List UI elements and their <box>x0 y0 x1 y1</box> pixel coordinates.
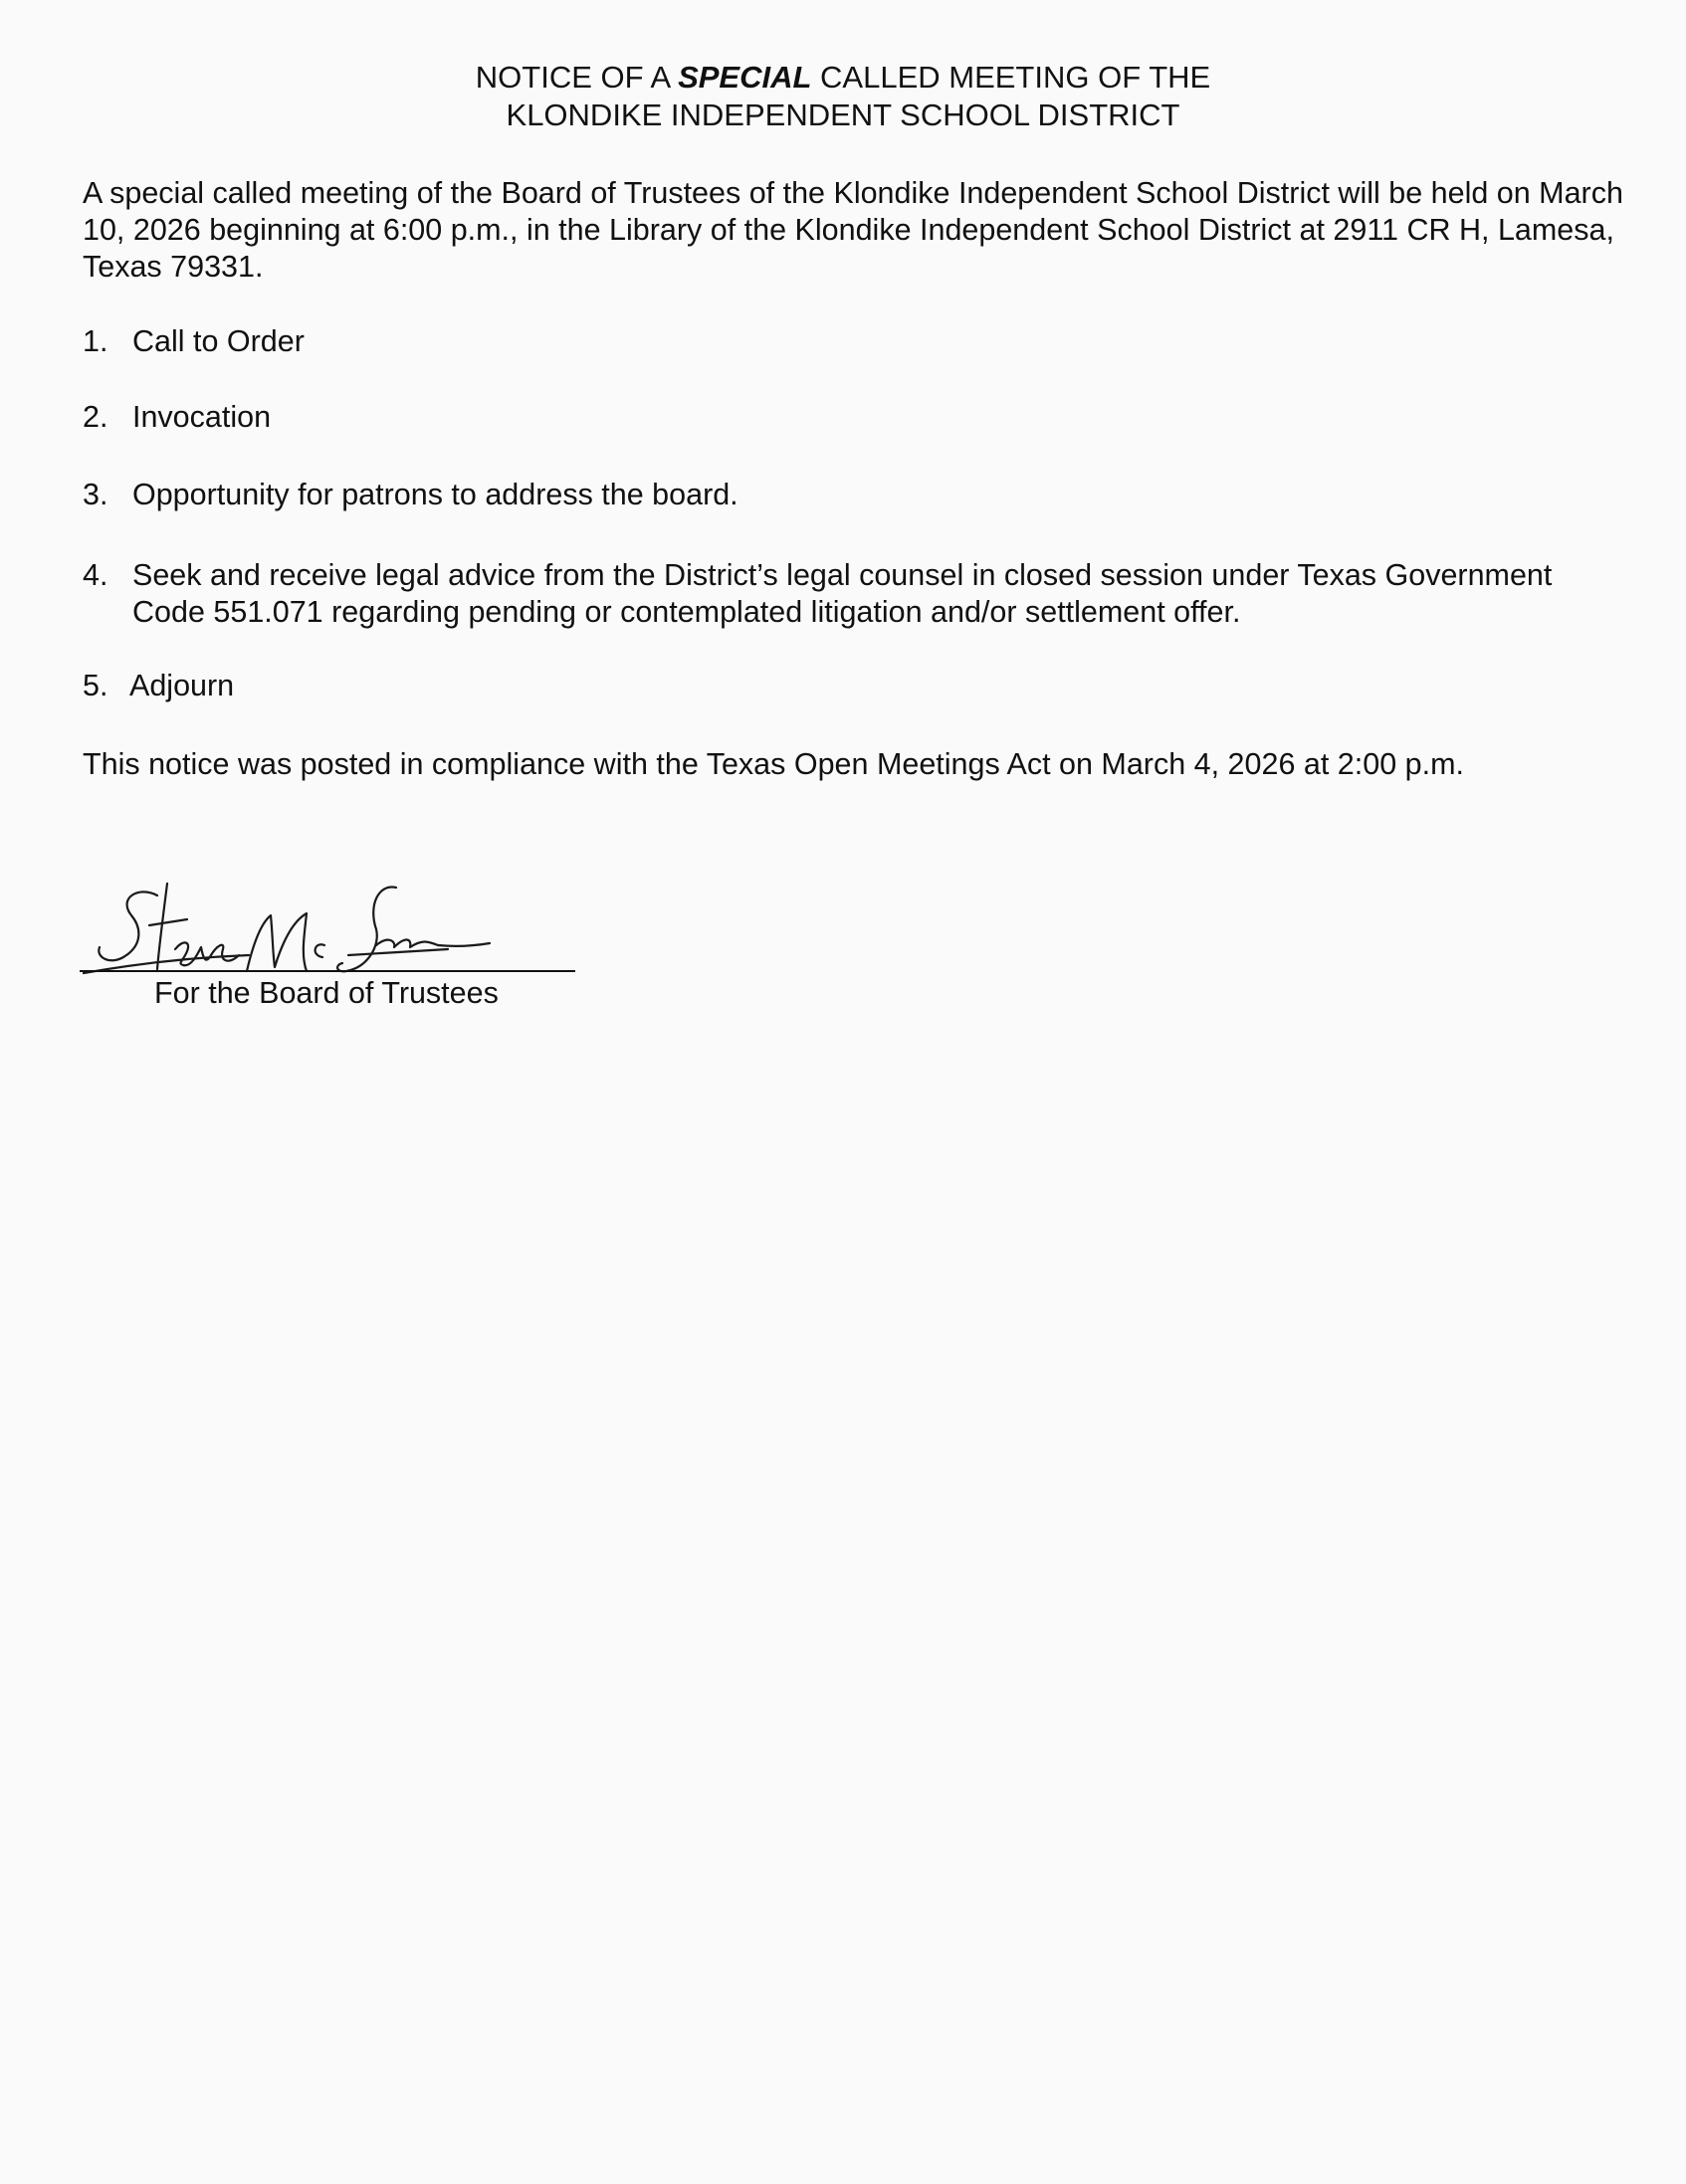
title-emphasis: SPECIAL <box>678 60 812 95</box>
signature-block <box>80 876 597 1025</box>
agenda-text: Opportunity for patrons to address the board. <box>132 478 738 511</box>
title-prefix: NOTICE OF A <box>475 60 679 95</box>
agenda-text: Invocation <box>132 400 272 434</box>
signature-line <box>80 970 575 972</box>
agenda-text: Call to Order <box>132 324 305 358</box>
signature-label: For the Board of Trustees <box>154 976 499 1010</box>
agenda-number: 1. <box>83 324 108 358</box>
agenda-text: Seek and receive legal advice from the District’s legal counsel in closed session under Texas Government Code 551.071 regarding pending or contemplated litigation and/or settlement offer. <box>132 558 1553 629</box>
agenda-number: 4. <box>83 558 108 592</box>
title-line-1 <box>0 59 1686 97</box>
agenda-number: 5. <box>83 669 108 702</box>
agenda-text: Adjourn <box>129 669 235 702</box>
title-line-2: KLONDIKE INDEPENDENT SCHOOL DISTRICT <box>506 98 1180 132</box>
agenda-number: 3. <box>83 478 108 511</box>
notice-title <box>0 59 1686 134</box>
agenda-number: 2. <box>83 400 108 434</box>
posting-notice: This notice was posted in compliance with the Texas Open Meetings Act on March 4, 2026 at 2:00 p.m. <box>83 747 1464 781</box>
intro-paragraph: A special called meeting of the Board of Trustees of the Klondike Independent School District will be held on March 10, 2026 beginning at 6:00 p.m., in the Library of the Klondike Independent School District at 2911 CR H, Lamesa, Texas 79331. <box>83 176 1623 284</box>
title-suffix: CALLED MEETING OF THE <box>811 60 1211 95</box>
